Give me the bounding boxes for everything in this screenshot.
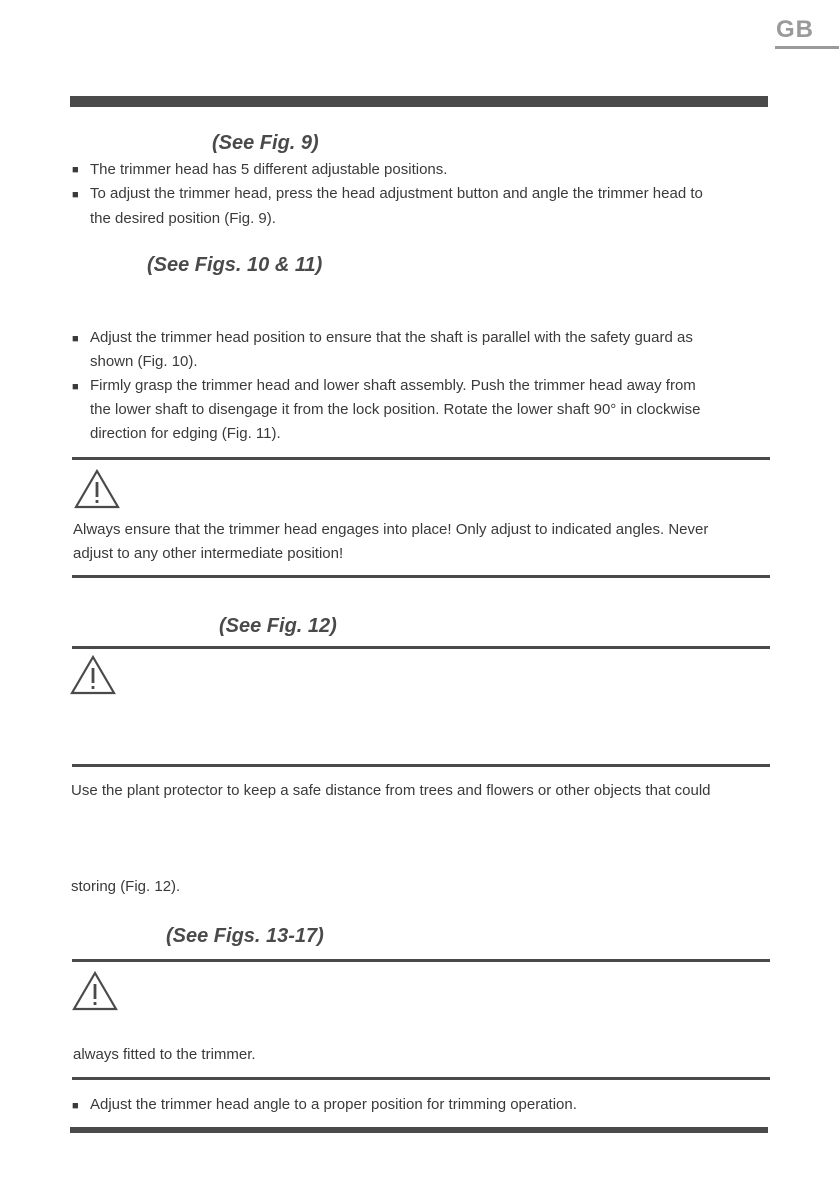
plant-text-line-1: Use the plant protector to keep a safe distance from trees and flowers or other objects that could: [71, 782, 711, 799]
bullet-marker: ■: [72, 381, 79, 393]
bullet-marker: ■: [72, 1100, 79, 1112]
warning1-line-1: Always ensure that the trimmer head engages into place! Only adjust to indicated angles. Never: [73, 521, 709, 538]
edging-bullet-1: Adjust the trimmer head position to ensure that the shaft is parallel with the safety guard as: [90, 329, 693, 346]
warning-box-top-rule: [72, 457, 770, 460]
adjust-bullet-1: The trimmer head has 5 different adjustable positions.: [90, 161, 448, 178]
language-tab-underline: [775, 46, 839, 49]
language-tab: GB: [776, 16, 814, 43]
warning-box-bottom-rule: [72, 1077, 770, 1080]
warning-triangle-icon: [71, 970, 119, 1012]
warning-box-top-rule: [72, 646, 770, 649]
adjust-bullet-2: To adjust the trimmer head, press the head adjustment button and angle the trimmer head to: [90, 185, 703, 202]
bullet-marker: ■: [72, 333, 79, 345]
adjust-bullet-2-cont: the desired position (Fig. 9).: [90, 210, 276, 227]
edging-bullet-2-cont-2: direction for edging (Fig. 11).: [90, 425, 281, 442]
bullet-marker: ■: [72, 189, 79, 201]
warning3-text: always fitted to the trimmer.: [73, 1046, 256, 1063]
warning-box-top-rule: [72, 959, 770, 962]
section-heading-fig12: (See Fig. 12): [219, 615, 337, 637]
section-heading-fig13-17: (See Figs. 13-17): [166, 925, 324, 947]
warning-triangle-icon: [73, 468, 121, 510]
bullet-marker: ■: [72, 164, 79, 176]
edging-bullet-2-cont-1: the lower shaft to disengage it from the lock position. Rotate the lower shaft 90° in clockwise: [90, 401, 701, 418]
bottom-section-bar: [70, 1127, 768, 1133]
warning-box-bottom-rule: [72, 575, 770, 578]
section-heading-fig10-11: (See Figs. 10 & 11): [147, 254, 323, 276]
top-section-bar: [70, 96, 768, 107]
warning-box-bottom-rule: [72, 764, 770, 767]
final-bullet: Adjust the trimmer head angle to a proper position for trimming operation.: [90, 1096, 577, 1113]
warning-triangle-icon: [69, 654, 117, 696]
plant-text-line-2: storing (Fig. 12).: [71, 878, 181, 895]
edging-bullet-1-cont: shown (Fig. 10).: [90, 353, 198, 370]
edging-bullet-2: Firmly grasp the trimmer head and lower shaft assembly. Push the trimmer head away from: [90, 377, 696, 394]
warning1-line-2: adjust to any other intermediate position!: [73, 545, 344, 562]
section-heading-fig9: (See Fig. 9): [212, 132, 319, 154]
